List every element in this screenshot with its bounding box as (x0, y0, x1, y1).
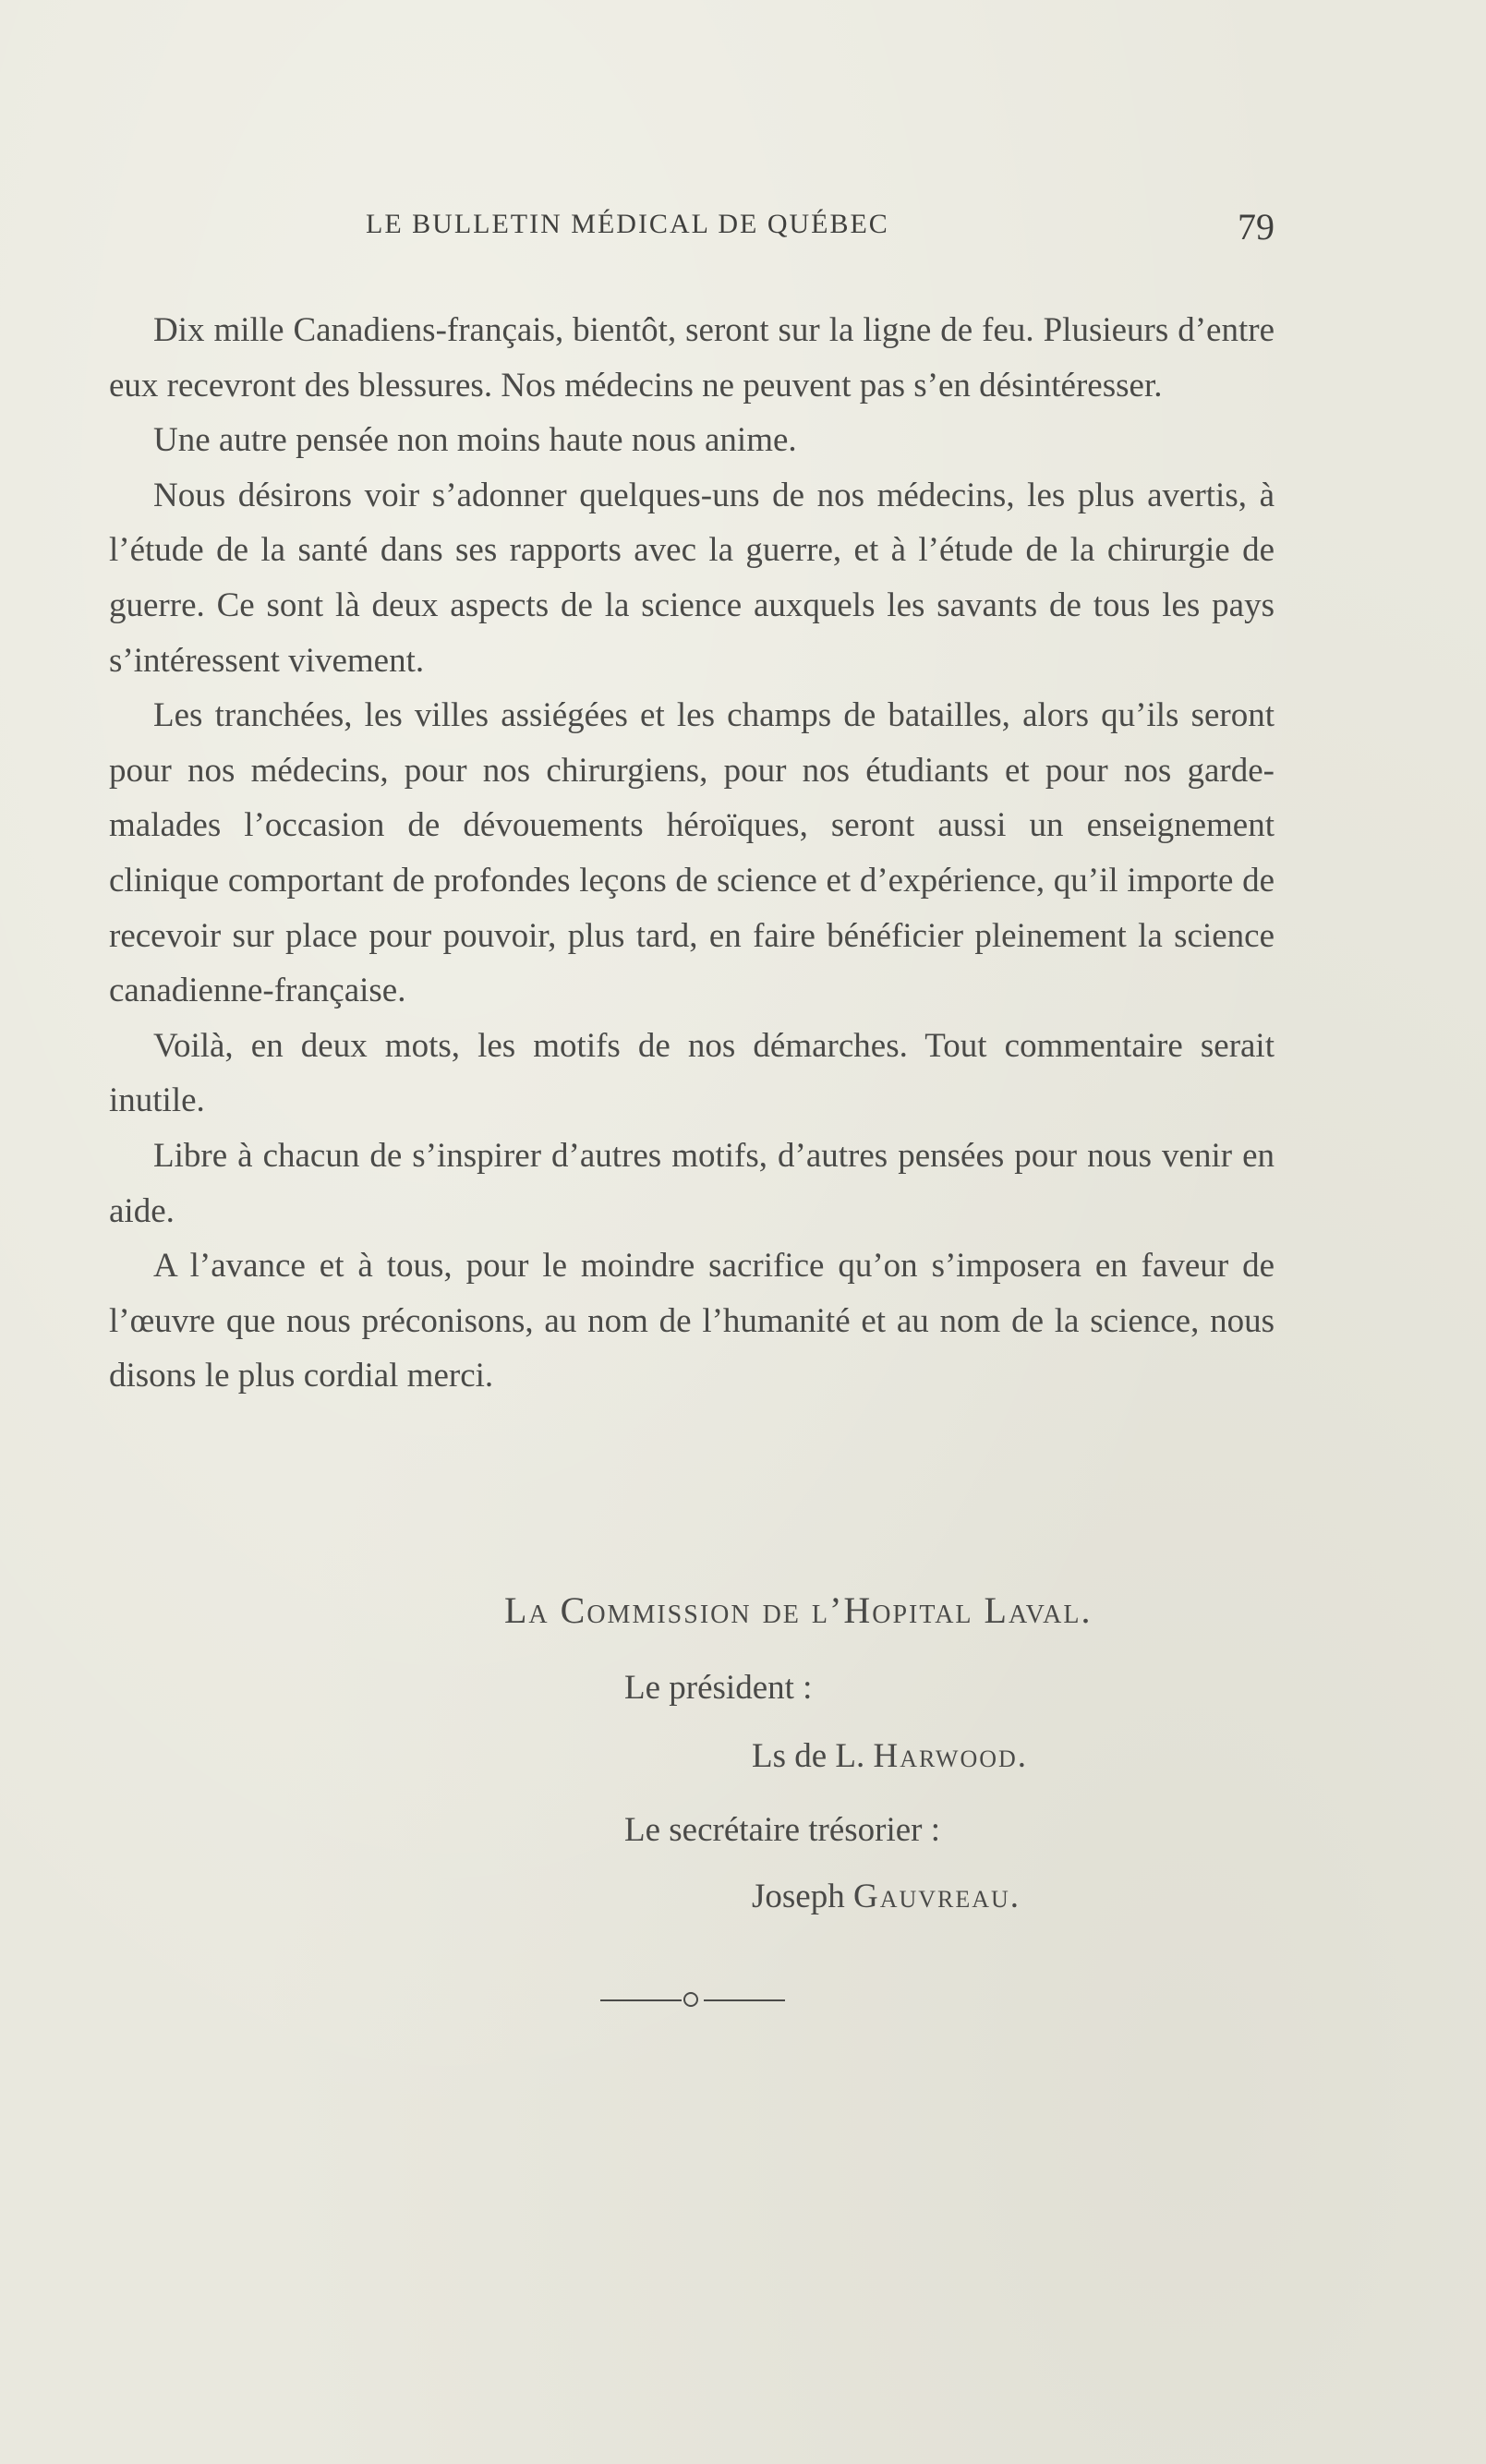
president-name (752, 1736, 1028, 1776)
secretary-given-name: Joseph (752, 1878, 845, 1915)
secretary-surname: Gauvreau. (852, 1878, 1021, 1915)
president-surname: Harwood. (873, 1737, 1029, 1775)
paragraph: Les tranchées, les villes assiégées et les champs de batailles, alors qu’ils seront pour nos médecins, pour nos chirurgiens, pour nos étudiants et pour nos garde-malades l’occasion de dévouements héroïques, seront aussi un enseignement clinique comportant de profondes leçons de science et d’expérience, qu’il importe de recevoir sur place pour pouvoir, plus tard, en faire bénéficier pleinement la science canadienne-française. (109, 696, 1275, 1010)
divider-line-right (704, 1999, 785, 2001)
section-divider-ornament (600, 1986, 785, 2013)
paragraph: A l’avance et à tous, pour le moindre sacrifice qu’on s’imposera en faveur de l’œuvre que nous préconisons, au nom de l’humanité et au nom de la science, nous disons le plus cordial merci. (109, 1247, 1275, 1395)
page-header (109, 205, 1275, 251)
secretary-label: Le secrétaire trésorier : (624, 1811, 941, 1849)
president-label: Le président : (624, 1669, 813, 1707)
paragraph: Nous désirons voir s’adonner quelques-uns de nos médecins, les plus avertis, à l’étude de la santé dans ses rapports avec la guerre, et à l’étude de la chirurgie de guerre. Ce sont là deux aspects de la science auxquels les savants de tous les pays s’intéressent vivement. (109, 476, 1275, 680)
president-given-name: Ls de L. (752, 1737, 865, 1775)
paragraph: Dix mille Canadiens-français, bientôt, seront sur la ligne de feu. Plusieurs d’entre eux recevront des blessures. Nos médecins ne peuvent pas s’en désintéresser. (109, 311, 1275, 405)
divider-line-left (600, 1999, 682, 2001)
paragraph: Une autre pensée non moins haute nous anime. (153, 421, 797, 460)
signature-commission: La Commission de l’Hopital Laval. (504, 1589, 1093, 1631)
body-text (109, 303, 1275, 1404)
paragraph: Libre à chacun de s’inspirer d’autres motifs, d’autres pensées pour nous venir en aide. (109, 1136, 1275, 1230)
secretary-name (752, 1877, 1021, 1916)
divider-ring (683, 1992, 698, 2007)
paragraph: Voilà, en deux mots, les motifs de nos démarches. Tout commentaire serait inutile. (109, 1026, 1275, 1120)
running-head: LE BULLETIN MÉDICAL DE QUÉBEC (366, 209, 889, 239)
page-number: 79 (1238, 206, 1275, 248)
